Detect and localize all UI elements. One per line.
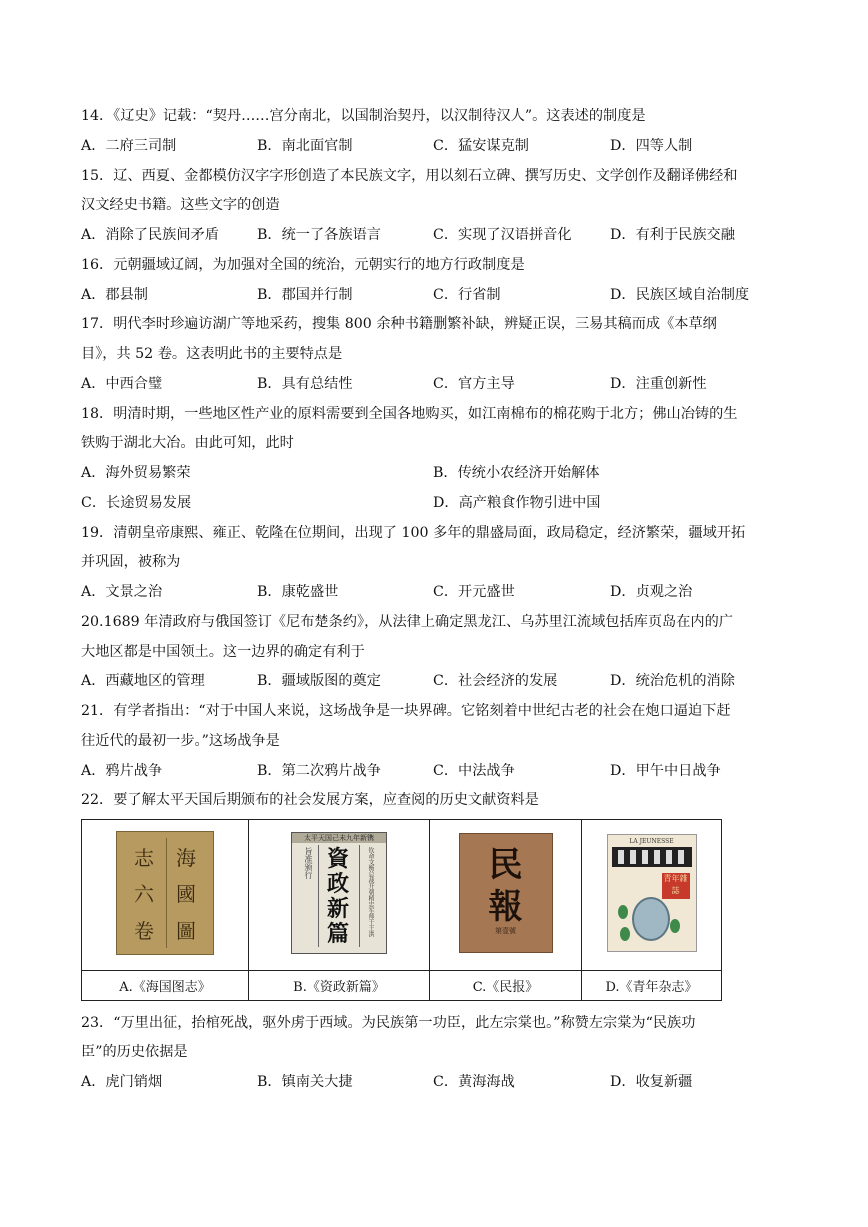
q16-stem: 16．元朝疆域辽阔，为加强对全国的统治，元朝实行的地方行政制度是 bbox=[81, 257, 525, 273]
q20-option-b: B．疆域版图的奠定 bbox=[257, 673, 381, 689]
q14-option-c: C．猛安谋克制 bbox=[433, 138, 529, 154]
q19-option-b: B．康乾盛世 bbox=[257, 584, 339, 600]
cover-d-leaf bbox=[618, 905, 628, 919]
cover-a-char: 卷 bbox=[134, 919, 154, 944]
cover-b-rule bbox=[318, 845, 319, 947]
q22-caption-d: D.《青年杂志》 bbox=[582, 971, 722, 1001]
q14-option-b: B．南北面官制 bbox=[257, 138, 353, 154]
cover-d-band bbox=[612, 847, 692, 867]
q21-option-a: A．鸦片战争 bbox=[81, 763, 163, 779]
q20-option-a: A．西藏地区的管理 bbox=[81, 673, 205, 689]
q18-option-d: D．高产粮食作物引进中国 bbox=[433, 495, 601, 511]
zizheng-xinpian-cover-image bbox=[291, 832, 387, 954]
q19-stem-line2: 并巩固，被称为 bbox=[81, 554, 181, 570]
q21-stem-line1: 21．有学者指出：“对于中国人来说，这场战争是一块界碑。它铭刻着中世纪古老的社会在炮口逼迫下赶 bbox=[81, 703, 731, 719]
q22-cell-a bbox=[82, 820, 249, 971]
cover-b-header: 太平天国己未九年新镌 bbox=[292, 833, 386, 843]
q22-cell-c bbox=[430, 820, 582, 971]
cover-d-leaf bbox=[670, 919, 680, 933]
cover-b-rule bbox=[359, 845, 360, 947]
cover-c-issue: 第壹號 bbox=[495, 927, 516, 935]
q17-option-a: A．中西合璧 bbox=[81, 376, 163, 392]
cover-b-char: 政 bbox=[326, 871, 349, 897]
q17-option-c: C．官方主导 bbox=[433, 376, 515, 392]
q22-cell-b bbox=[249, 820, 430, 971]
cover-c-char: 民 bbox=[488, 845, 523, 885]
cover-a-char: 海 bbox=[176, 845, 196, 870]
q17-stem-line2: 目》，共 52 卷。这表明此书的主要特点是 bbox=[81, 346, 343, 362]
q23-option-d: D．收复新疆 bbox=[610, 1074, 693, 1090]
q16-option-c: C．行省制 bbox=[433, 287, 501, 303]
q22-cell-d bbox=[582, 820, 722, 971]
q17-stem-line1: 17．明代李时珍遍访湖广等地采药，搜集 800 余种书籍删繁补缺，辨疑正误，三易其稿而成《本草纲 bbox=[81, 316, 717, 332]
q23-option-c: C．黄海海战 bbox=[433, 1074, 515, 1090]
cover-b-char: 篇 bbox=[326, 921, 349, 947]
q20-stem-line1: 20.1689 年清政府与俄国签订《尼布楚条约》，从法律上确定黑龙江、乌苏里江流域包括库页岛在内的广 bbox=[81, 614, 733, 630]
q21-option-d: D．甲午中日战争 bbox=[610, 763, 721, 779]
q21-stem-line2: 往近代的最初一步。”这场战争是 bbox=[81, 733, 280, 749]
cover-a-char: 圖 bbox=[176, 919, 196, 944]
q18-stem-line1: 18．明清时期，一些地区性产业的原料需要到全国各地购买，如江南棉布的棉花购于北方；佛山冶铸的生 bbox=[81, 406, 738, 422]
cover-b-char: 新 bbox=[326, 896, 349, 922]
q16-option-d: D．民族区域自治制度 bbox=[610, 287, 750, 303]
minbao-cover-image bbox=[459, 833, 553, 953]
cover-d-portrait bbox=[632, 897, 670, 941]
q19-option-a: A．文景之治 bbox=[81, 584, 163, 600]
q23-option-a: A．虎门销烟 bbox=[81, 1074, 163, 1090]
q16-option-a: A．郡县制 bbox=[81, 287, 148, 303]
q16-option-b: B．郡国并行制 bbox=[257, 287, 353, 303]
cover-a-char: 六 bbox=[134, 882, 154, 907]
q18-stem-line2: 铁购于湖北大冶。由此可知，此时 bbox=[81, 435, 294, 451]
cover-b-char: 資 bbox=[326, 846, 349, 872]
cover-a-char: 國 bbox=[176, 882, 196, 907]
cover-b-side-right: 钦命文衡总裁开朝精忠军师干王洪 bbox=[367, 847, 374, 937]
q14-stem: 14．《辽史》记载：“契丹……宫分南北，以国制治契丹，以汉制待汉人”。这表述的制度是 bbox=[81, 108, 646, 124]
q15-option-a: A．消除了民族间矛盾 bbox=[81, 227, 219, 243]
q19-option-d: D．贞观之治 bbox=[610, 584, 693, 600]
q21-option-c: C．中法战争 bbox=[433, 763, 515, 779]
q22-caption-b: B.《资政新篇》 bbox=[249, 971, 430, 1001]
cover-b-side-left: 旨准颁行 bbox=[304, 847, 313, 879]
q22-caption-c: C.《民报》 bbox=[430, 971, 582, 1001]
q15-option-b: B．统一了各族语言 bbox=[257, 227, 381, 243]
q15-stem-line1: 15．辽、西夏、金都模仿汉字字形创造了本民族文字，用以刻石立碑、撰写历史、文学创作及翻译佛经和 bbox=[81, 168, 738, 184]
q17-option-b: B．具有总结性 bbox=[257, 376, 353, 392]
q19-stem-line1: 19．清朝皇帝康熙、雍正、乾隆在位期间，出现了 100 多年的鼎盛局面，政局稳定，经济繁荣，疆域开拓 bbox=[81, 525, 746, 541]
q22-stem: 22．要了解太平天国后期颁布的社会发展方案，应查阅的历史文献资料是 bbox=[81, 792, 539, 808]
cover-d-top-text: LA JEUNESSE bbox=[629, 838, 674, 845]
q15-option-d: D．有利于民族交融 bbox=[610, 227, 735, 243]
q18-option-a: A．海外贸易繁荣 bbox=[81, 465, 191, 481]
cover-d-title-tag: 青年雜誌 bbox=[662, 873, 690, 899]
haiguo-tuzhi-cover-image bbox=[116, 831, 214, 955]
q22-caption-a: A.《海国图志》 bbox=[82, 971, 249, 1001]
q23-stem-line2: 臣”的历史依据是 bbox=[81, 1044, 188, 1060]
q18-option-b: B．传统小农经济开始解体 bbox=[433, 465, 600, 481]
q20-option-d: D．统治危机的消除 bbox=[610, 673, 735, 689]
q15-option-c: C．实现了汉语拼音化 bbox=[433, 227, 572, 243]
q20-stem-line2: 大地区都是中国领土。这一边界的确定有利于 bbox=[81, 644, 365, 660]
q14-option-a: A．二府三司制 bbox=[81, 138, 177, 154]
cover-a-char: 志 bbox=[134, 845, 154, 870]
qingnian-zazhi-cover-image bbox=[607, 834, 697, 952]
cover-c-char: 報 bbox=[488, 887, 523, 927]
q17-option-d: D．注重创新性 bbox=[610, 376, 707, 392]
q20-option-c: C．社会经济的发展 bbox=[433, 673, 558, 689]
q15-stem-line2: 汉文经史书籍。这些文字的创造 bbox=[81, 197, 280, 213]
q23-stem-line1: 23．“万里出征，抬棺死战，驱外虏于西域。为民族第一功臣，此左宗棠也。”称赞左宗棠为“民族功 bbox=[81, 1015, 696, 1031]
q21-option-b: B．第二次鸦片战争 bbox=[257, 763, 381, 779]
q22-book-table bbox=[81, 819, 722, 1001]
q14-option-d: D．四等人制 bbox=[610, 138, 693, 154]
q23-option-b: B．镇南关大捷 bbox=[257, 1074, 353, 1090]
q19-option-c: C．开元盛世 bbox=[433, 584, 515, 600]
q18-option-c: C．长途贸易发展 bbox=[81, 495, 192, 511]
cover-d-leaf bbox=[620, 927, 630, 941]
